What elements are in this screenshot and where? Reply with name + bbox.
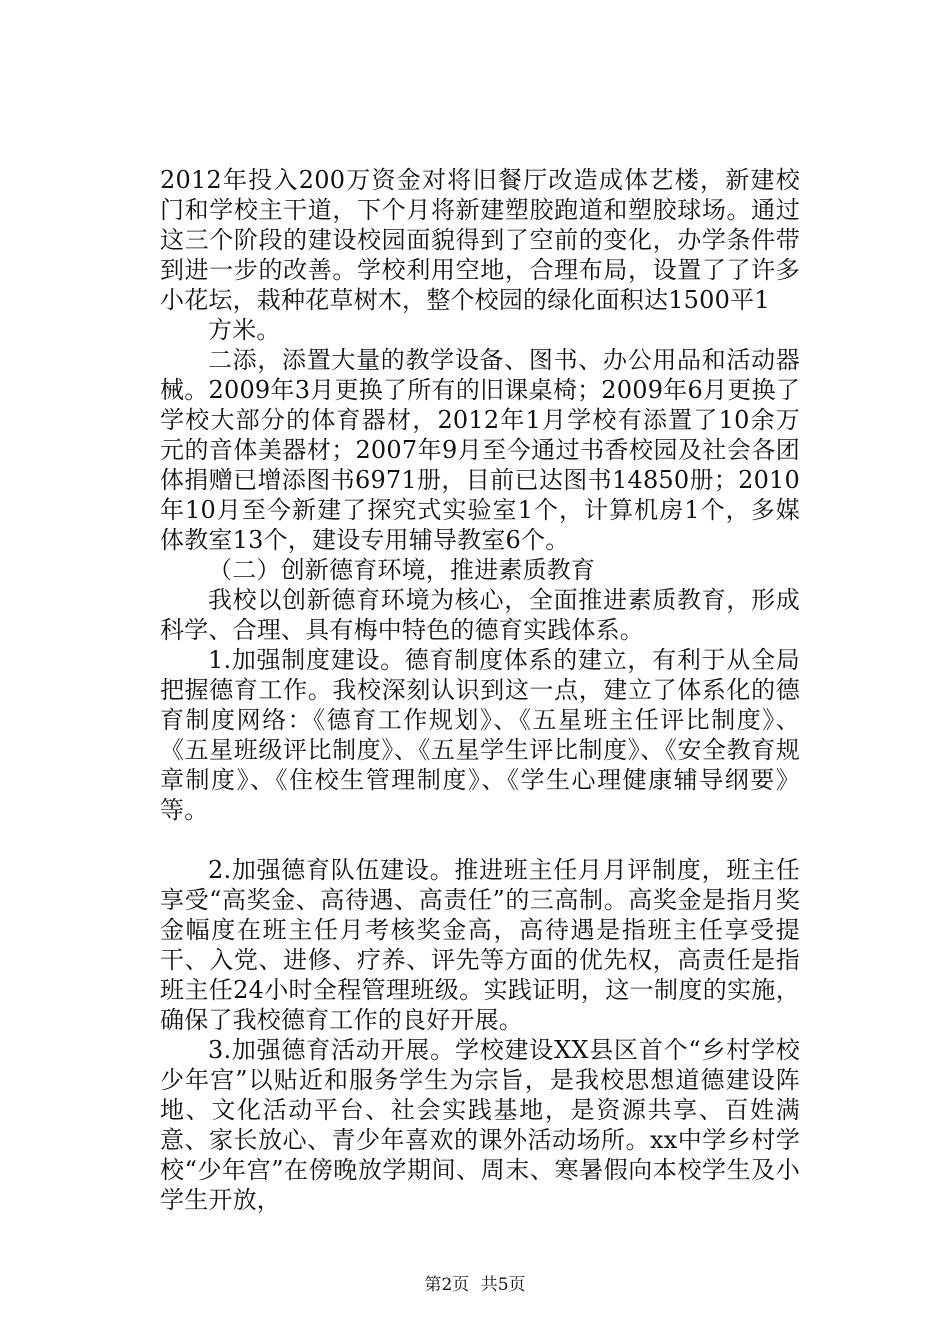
section-heading: （二）创新德育环境，推进素质教育 xyxy=(208,556,596,584)
paragraph-1: 2012年投入200万资金对将旧餐厅改造成体艺楼，新建校门和学校主干道，下个月将新建塑胶跑道和塑胶球场。通过这三个阶段的建设校园面貌得到了空前的变化，办学条件带到进一步的改善。学校利用空地，合理布局，设置了了许多小花坛，栽种花草树木，整个校园的绿化面积达1500平1 xyxy=(160,166,800,314)
paragraph-gap xyxy=(160,825,800,855)
page-footer xyxy=(0,1274,950,1296)
paragraph-4: 我校以创新德育环境为核心，全面推进素质教育，形成科学、合理、具有梅中特色的德育实践体系。 xyxy=(160,586,800,644)
page-number: 第2页 xyxy=(424,1275,470,1295)
paragraph-6: 2.加强德育队伍建设。推进班主任月月评制度，班主任享受“高奖金、高待遇、高责任”的三高制。高奖金是指月奖金幅度在班主任月考核奖金高，高待遇是指班主任享受提干、入党、进修、疗养、评先等方面的优先权，高责任是指班主任24小时全程管理班级。实践证明，这一制度的实施，确保了我校德育工作的良好开展。 xyxy=(160,856,800,1034)
page-total: 共5页 xyxy=(480,1275,526,1295)
paragraph-7: 3.加强德育活动开展。学校建设XX县区首个“乡村学校少年宫”以贴近和服务学生为宗旨，是我校思想道德建设阵地、文化活动平台、社会实践基地，是资源共享、百姓满意、家长放心、青少年喜欢的课外活动场所。xx中学乡村学校“少年宫”在傍晚放学期间、周末、寒暑假向本校学生及小学生开放， xyxy=(160,1036,800,1214)
paragraph-2: 方米。 xyxy=(208,316,281,344)
paragraph-5: 1.加强制度建设。德育制度体系的建立，有利于从全局把握德育工作。我校深刻认识到这一点，建立了体系化的德育制度网络：《德育工作规划》、《五星班主任评比制度》、《五星班级评比制度》、《五星学生评比制度》、《安全教育规章制度》、《住校生管理制度》、《学生心理健康辅导纲要》等。 xyxy=(160,646,800,824)
paragraph-3: 二添，添置大量的教学设备、图书、办公用品和活动器械。2009年3月更换了所有的旧课桌椅；2009年6月更换了学校大部分的体育器材，2012年1月学校有添置了10余万元的音体美器材；2007年9月至今通过书香校园及社会各团体捐赠已增添图书6971册，目前已达图书14850册；2010年10月至今新建了探究式实验室1个，计算机房1个，多媒体教室13个，建设专用辅导教室6个。 xyxy=(160,346,800,554)
document-body xyxy=(160,165,800,1215)
